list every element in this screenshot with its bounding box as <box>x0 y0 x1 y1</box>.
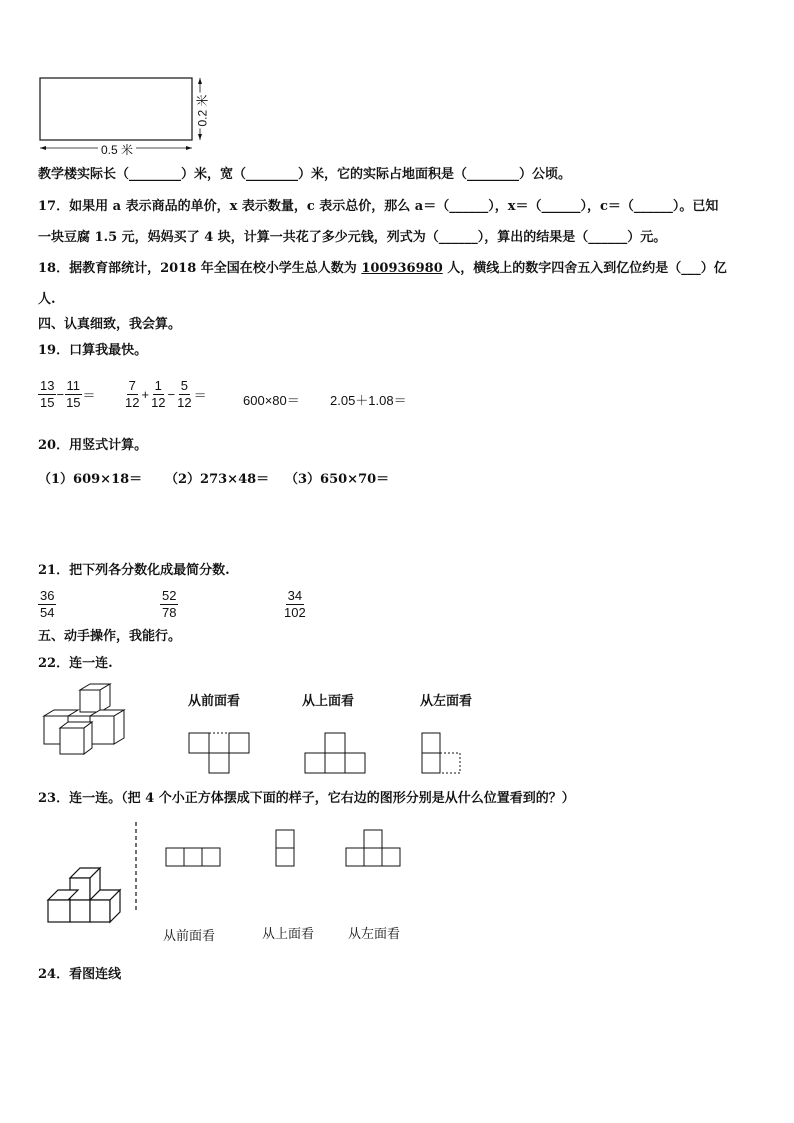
q23-title: 23．连一连。（把 4 个小正方体摆成下面的样子，它右边的图形分别是从什么位置看到的？） <box>38 791 575 806</box>
fraction: $\frac{13}{15}$ <box>40 378 55 410</box>
fraction: $\frac{7}{12}$ <box>125 378 140 410</box>
q19-expr2: $\frac{7}{12}$ + $\frac{1}{12}$ − $\frac{5}{12}$ ＝ <box>125 378 207 410</box>
q17-line2: 一块豆腐 1.5 元，妈妈买了 4 块，计算一共花了多少元钱，列式为（______），算出的结果是（______）元。 <box>38 230 667 245</box>
q22-view-front-label: 从前面看 <box>188 694 241 709</box>
q22-view-top-label: 从上面看 <box>302 694 355 709</box>
q20-item-3: （3）650×70＝ <box>285 472 390 487</box>
q20-title: 20．用竖式计算。 <box>38 438 148 453</box>
q21-fraction-2: $\frac{52}{78}$ <box>162 588 177 620</box>
q18-prefix: 18．据教育部统计，2018 年全国在校小学生总人数为 <box>38 261 362 276</box>
q19-expr4: 2.05＋1.08＝ <box>330 393 407 408</box>
q17-line1: 17．如果用 a 表示商品的单价，x 表示数量，c 表示总价，那么 a＝（______），x＝（______），c＝（______）。已知 <box>38 199 719 214</box>
q18-line2: 人. <box>38 292 56 307</box>
section4-heading: 四、认真细致，我会算。 <box>38 317 182 332</box>
q19-title: 19．口算我最快。 <box>38 343 148 358</box>
q23-view-front-label: 从前面看 <box>163 929 216 944</box>
q19-expr1: $\frac{13}{15}$ − $\frac{11}{15}$ ＝ <box>40 378 96 410</box>
q23-view-left-label: 从左面看 <box>348 927 401 942</box>
q18-suffix: 人，横线上的数字四舍五入到亿位约是（___）亿 <box>442 261 727 276</box>
fraction: $\frac{11}{15}$ <box>66 378 81 410</box>
section5-heading: 五、动手操作，我能行。 <box>38 629 182 644</box>
q20-item-2: （2）273×48＝ <box>165 472 270 487</box>
fraction: $\frac{1}{12}$ <box>151 378 166 410</box>
q24-title: 24．看图连线 <box>38 967 122 982</box>
q21-title: 21．把下列各分数化成最简分数. <box>38 563 230 578</box>
width-label: 0.5 米 <box>98 141 136 158</box>
q22-title: 22．连一连. <box>38 656 113 671</box>
q16-answer-line: 教学楼实际长（________）米，宽（________）米，它的实际占地面积是（________）公顷。 <box>38 167 572 182</box>
q20-item-1: （1）609×18＝ <box>38 472 143 487</box>
q21-fraction-3: $\frac{34}{102}$ <box>284 588 306 620</box>
q19-expr3: 600×80＝ <box>243 393 300 408</box>
q18-number: 100936980 <box>361 261 443 276</box>
q22-view-left-label: 从左面看 <box>420 694 473 709</box>
height-label: 0.2 米 <box>195 94 210 127</box>
q21-fraction-1: $\frac{36}{54}$ <box>40 588 55 620</box>
fraction: $\frac{5}{12}$ <box>177 378 192 410</box>
q23-view-top-label: 从上面看 <box>262 927 315 942</box>
